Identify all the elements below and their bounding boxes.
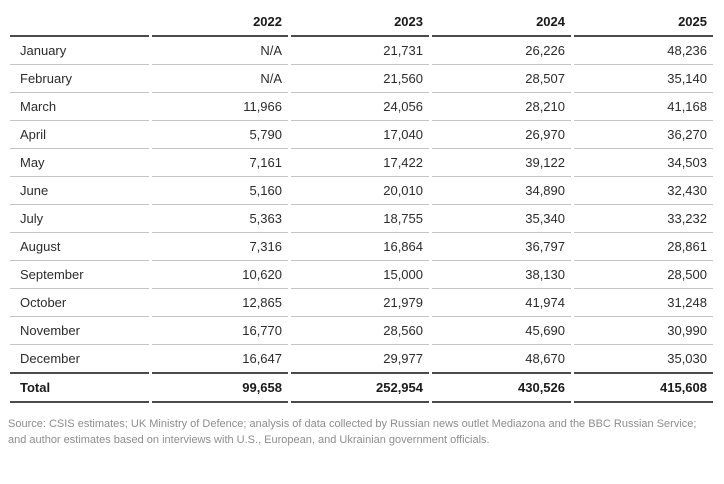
table-row [10,345,713,374]
table-row [10,149,713,177]
table-row [10,65,713,93]
value-cell: 45,690 [432,317,571,345]
value-cell: 36,270 [574,121,713,149]
value-cell: 48,670 [432,345,571,374]
value-cell: 5,790 [152,121,288,149]
table-row [10,93,713,121]
value-cell: 7,316 [152,233,288,261]
value-cell: 28,500 [574,261,713,289]
value-cell: 16,864 [291,233,429,261]
value-cell: 28,861 [574,233,713,261]
value-cell: 36,797 [432,233,571,261]
value-cell: 26,226 [432,37,571,65]
value-cell: 34,503 [574,149,713,177]
month-cell: May [10,149,149,177]
month-cell: December [10,345,149,374]
value-cell: 32,430 [574,177,713,205]
total-2022: 99,658 [152,374,288,403]
header-month-column [10,10,149,37]
month-cell: March [10,93,149,121]
value-cell: 28,210 [432,93,571,121]
month-cell: November [10,317,149,345]
value-cell: 24,056 [291,93,429,121]
value-cell: 28,560 [291,317,429,345]
total-label: Total [10,374,149,403]
value-cell: 21,979 [291,289,429,317]
value-cell: 33,232 [574,205,713,233]
month-cell: February [10,65,149,93]
table-row [10,317,713,345]
value-cell: 35,030 [574,345,713,374]
value-cell: N/A [152,65,288,93]
value-cell: 41,974 [432,289,571,317]
month-cell: July [10,205,149,233]
value-cell: 29,977 [291,345,429,374]
value-cell: 38,130 [432,261,571,289]
header-row [10,10,713,37]
header-year-2024: 2024 [432,10,571,37]
month-cell: August [10,233,149,261]
value-cell: 16,770 [152,317,288,345]
value-cell: 5,160 [152,177,288,205]
monthly-totals-table [7,10,716,403]
value-cell: 17,422 [291,149,429,177]
value-cell: 31,248 [574,289,713,317]
value-cell: 11,966 [152,93,288,121]
value-cell: 7,161 [152,149,288,177]
value-cell: 20,010 [291,177,429,205]
table-row [10,177,713,205]
month-cell: September [10,261,149,289]
value-cell: 30,990 [574,317,713,345]
value-cell: 10,620 [152,261,288,289]
value-cell: 15,000 [291,261,429,289]
table-body [10,37,713,374]
value-cell: 39,122 [432,149,571,177]
total-row [10,374,713,403]
value-cell: 12,865 [152,289,288,317]
table-row [10,261,713,289]
value-cell: 28,507 [432,65,571,93]
table-row [10,205,713,233]
table-row [10,233,713,261]
value-cell: 48,236 [574,37,713,65]
value-cell: 17,040 [291,121,429,149]
table-row [10,289,713,317]
month-cell: October [10,289,149,317]
table-header [10,10,713,37]
value-cell: 35,140 [574,65,713,93]
value-cell: 35,340 [432,205,571,233]
table-row [10,37,713,65]
value-cell: 34,890 [432,177,571,205]
header-year-2023: 2023 [291,10,429,37]
month-cell: April [10,121,149,149]
value-cell: 26,970 [432,121,571,149]
table-row [10,121,713,149]
total-2024: 430,526 [432,374,571,403]
value-cell: N/A [152,37,288,65]
total-2023: 252,954 [291,374,429,403]
source-note: Source: CSIS estimates; UK Ministry of Defence; analysis of data collected by Russian news outlet Mediazona and the BBC Russian Service; and author estimates based on interviews with U.S., European, and Ukrainian government officials. [8,418,697,446]
month-cell: January [10,37,149,65]
value-cell: 41,168 [574,93,713,121]
value-cell: 16,647 [152,345,288,374]
month-cell: June [10,177,149,205]
header-year-2022: 2022 [152,10,288,37]
header-year-2025: 2025 [574,10,713,37]
table-footer [10,374,713,403]
value-cell: 5,363 [152,205,288,233]
value-cell: 18,755 [291,205,429,233]
value-cell: 21,731 [291,37,429,65]
value-cell: 21,560 [291,65,429,93]
total-2025: 415,608 [574,374,713,403]
